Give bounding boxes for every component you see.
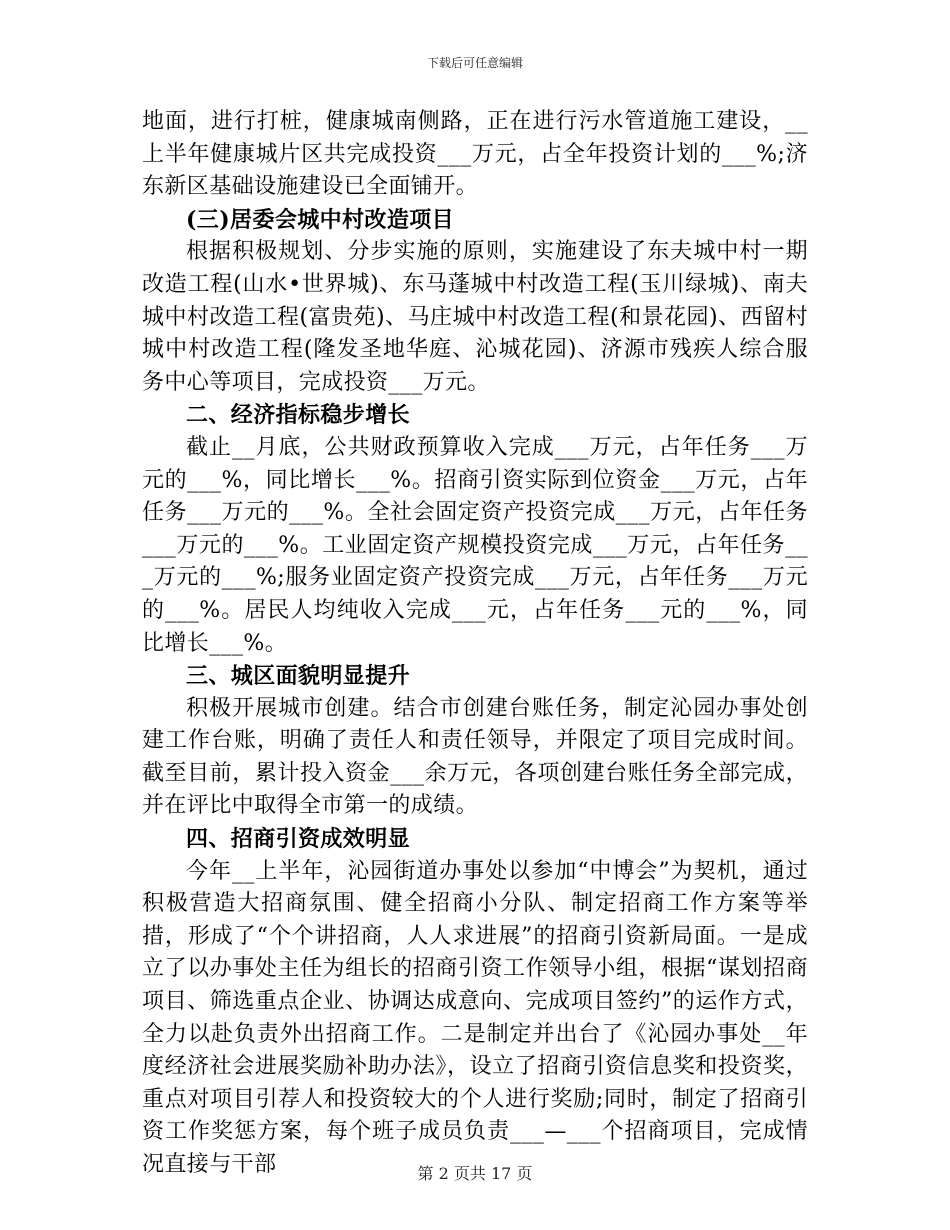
paragraph-continued: 地面，进行打桩，健康城南侧路，正在进行污水管道施工建设，__上半年健康城片区共完成投资___万元，占全年投资计划的___%;济东新区基础设施建设已全面铺开。	[142, 109, 808, 200]
section-heading-village-renovation: (三)居委会城中村改造项目	[186, 206, 455, 233]
section-heading-economic-indicators: 二、经济指标稳步增长	[186, 402, 411, 429]
paragraph-city-appearance: 积极开展城市创建。结合市创建台账任务，制定沁园办事处创建工作台账，明确了责任人和责任领导，并限定了项目完成时间。截至目前，累计投入资金___余万元，各项创建台账任务全部完成，并在评比中取得全市第一的成绩。	[142, 695, 808, 819]
page-number-footer: 第 2 页共 17 页	[417, 1164, 533, 1183]
document-body	[142, 106, 808, 1182]
paragraph-investment-attraction: 今年__上半年，沁园街道办事处以参加“中博会”为契机，通过积极营造大招商氛围、健全招商小分队、制定招商工作方案等举措，形成了“个个讲招商，人人求进展”的招商引资新局面。一是成立了以办事处主任为组长的招商引资工作领导小组，根据“谋划招商项目、筛选重点企业、协调达成意向、完成项目签约”的运作方式，全力以赴负责外出招商工作。二是制定并出台了《沁园办事处__年度经济社会进展奖励补助办法》，设立了招商引资信息奖和投资奖，重点对项目引荐人和投资较大的个人进行奖励;同时，制定了招商引资工作奖惩方案，每个班子成员负责___—___个招商项目，完成情况直接与干部	[142, 858, 808, 1177]
page-header: 下载后可任意编辑	[426, 56, 523, 70]
section-heading-city-appearance: 三、城区面貌明显提升	[186, 663, 411, 690]
paragraph-village-renovation: 根据积极规划、分步实施的原则，实施建设了东夫城中村一期改造工程(山水•世界城)、东马蓬城中村改造工程(玉川绿城)、南夫城中村改造工程(富贵苑)、马庄城中村改造工程(和景花园)、西留村城中村改造工程(隆发圣地华庭、沁城花园)、济源市残疾人综合服务中心等项目，完成投资___万元。	[142, 239, 808, 395]
paragraph-economic-indicators: 截止__月底，公共财政预算收入完成___万元，占年任务___万元的___%，同比增长___%。招商引资实际到位资金___万元，占年任务___万元的___%。全社会固定资产投资完成___万元，占年任务___万元的___%。工业固定资产规模投资完成___万元，占年任务___万元的___%;服务业固定资产投资完成___万元，占年任务___万元的___%。居民人均纯收入完成___元，占年任务___元的___%，同比增长___%。	[142, 434, 808, 656]
section-heading-investment-attraction: 四、招商引资成效明显	[186, 826, 411, 853]
